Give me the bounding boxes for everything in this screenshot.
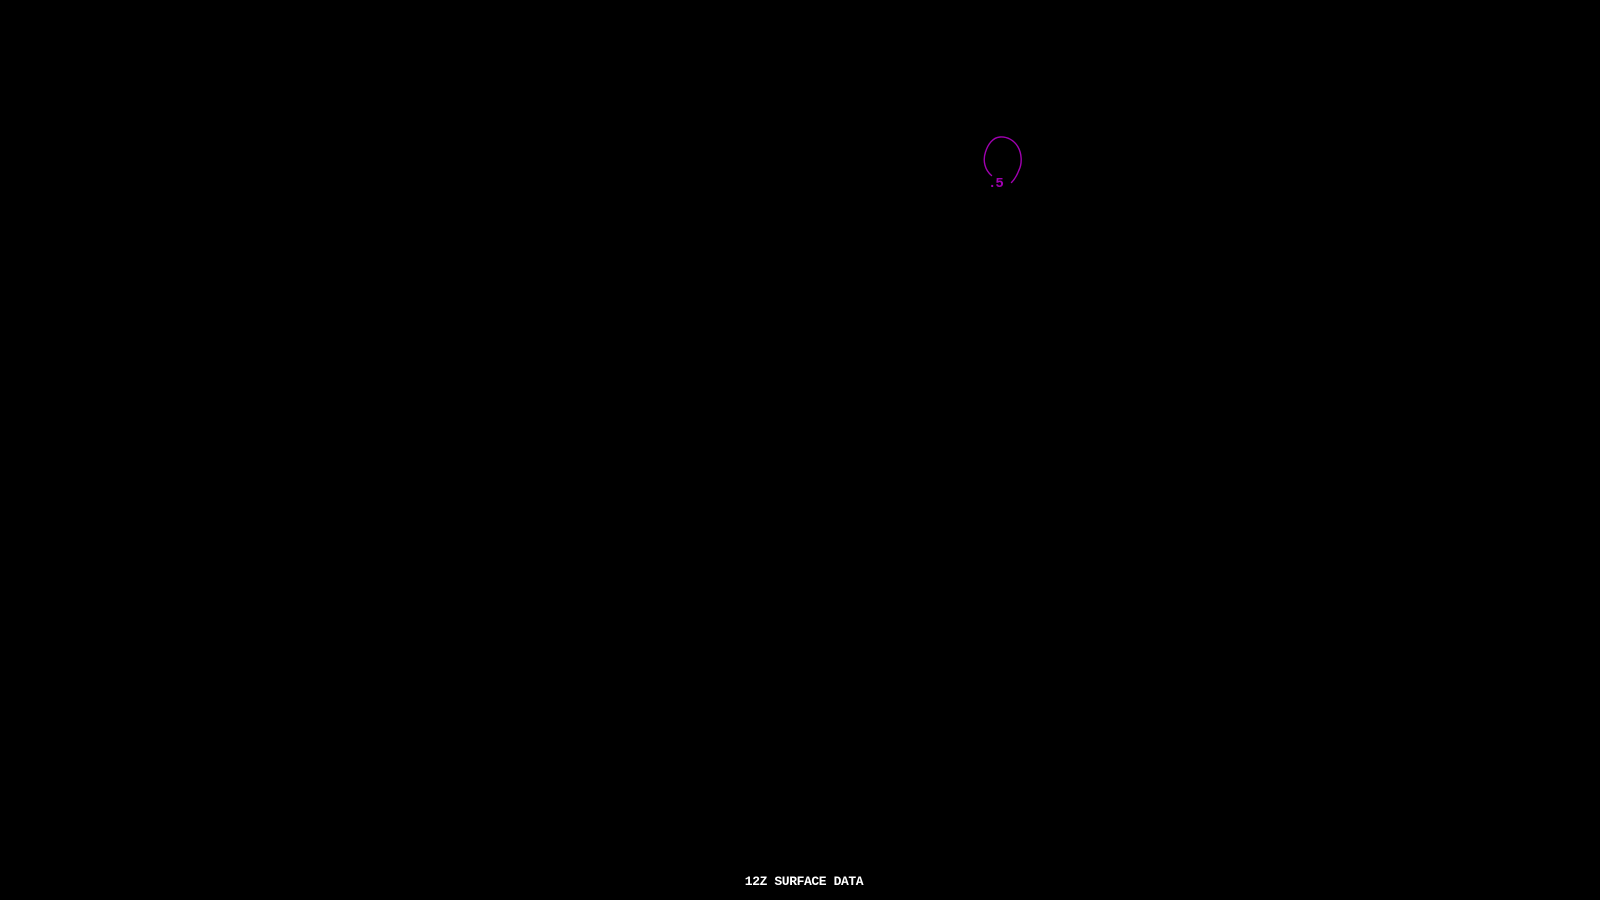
contour-label-0.5: .5	[988, 176, 1003, 192]
plot-caption: 12Z SURFACE DATA	[744, 874, 864, 889]
